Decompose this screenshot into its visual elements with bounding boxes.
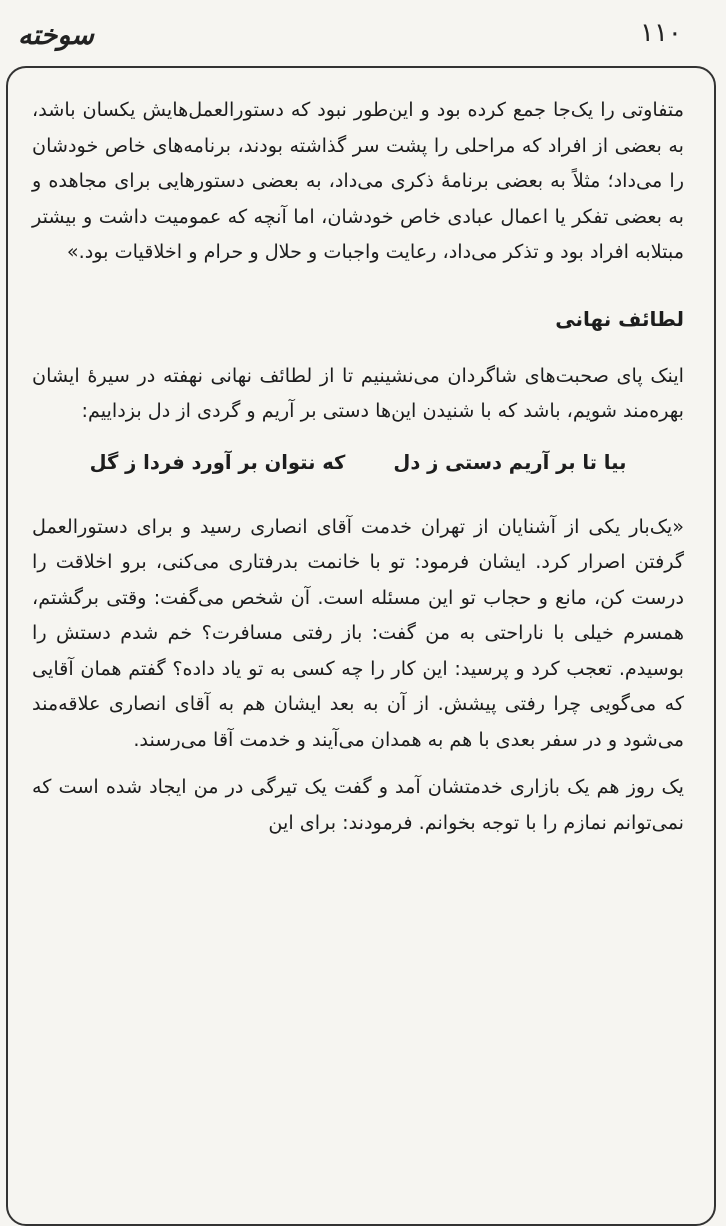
paragraph-2: اینک پای صحبت‌های شاگردان می‌نشینیم تا از لطائف نهانی نهفته در سیرهٔ ایشان بهره‌مند شویم، باشد که با شنیدن این‌ها دستی بر آریم و گردی از دل بزداییم:: [32, 363, 684, 422]
paragraph-4: یک روز هم یک بازاری خدمتشان آمد و گفت یک تیرگی در من ایجاد شده است که نمی‌توانم نمازم را با توجه بخوانم. فرمودند: برای این: [32, 775, 684, 834]
verse: [32, 445, 684, 481]
page-body: [32, 92, 684, 840]
verse-hemistich-1: بیا تا بر آریم دستی ز دل: [393, 450, 627, 474]
paragraph-3: «یک‌بار یکی از آشنایان از تهران خدمت آقای انصاری رسید و برای دستورالعمل گرفتن اصرار کرد. ایشان فرمود: تو با خانمت بدرفتاری می‌کنی، برو اخلاقت را درست کن، مانع و حجاب تو این مسئله است. آن شخص می‌گفت: وقتی برگشتم، همسرم خیلی با ناراحتی به من گفت: باز رفتی مسافرت؟ خم شدم دستش را بوسیدم. تعجب کرد و پرسید: این کار را چه کسی به تو یاد داده؟ گفتم همان آقایی که می‌گویی چرا رفتی پیشش. از آن به بعد ایشان هم به آقای انصاری علاقه‌مند می‌شود و در سفر بعدی با هم به همدان می‌آیند و خدمت آقا می‌رسند.: [32, 514, 684, 751]
section-heading: لطائف نهانی: [555, 306, 684, 331]
paragraph-1: متفاوتی را یک‌جا جمع کرده بود و این‌طور نبود که دستورالعمل‌هایش یکسان باشد، به بعضی از افراد که مراحلی را پشت سر گذاشته بودند، برنامه‌های خاص خودشان را می‌داد؛ مثلاً به بعضی برنامهٔ ذکری می‌داد، به بعضی دستورهایی برای مجاهده و به بعضی تفکر یا اعمال عبادی خاص خودشان، اما آنچه که عمومیت داشت و بیشتر مبتلابه افراد بود و تذکر می‌داد، رعایت واجبات و حلال و حرام و اخلاقیات بود.»: [32, 98, 684, 263]
running-title: سوخته: [18, 20, 94, 51]
verse-hemistich-2: که نتوان بر آورد فردا ز گل: [89, 450, 346, 474]
page-number: ۱۱۰: [640, 18, 682, 48]
